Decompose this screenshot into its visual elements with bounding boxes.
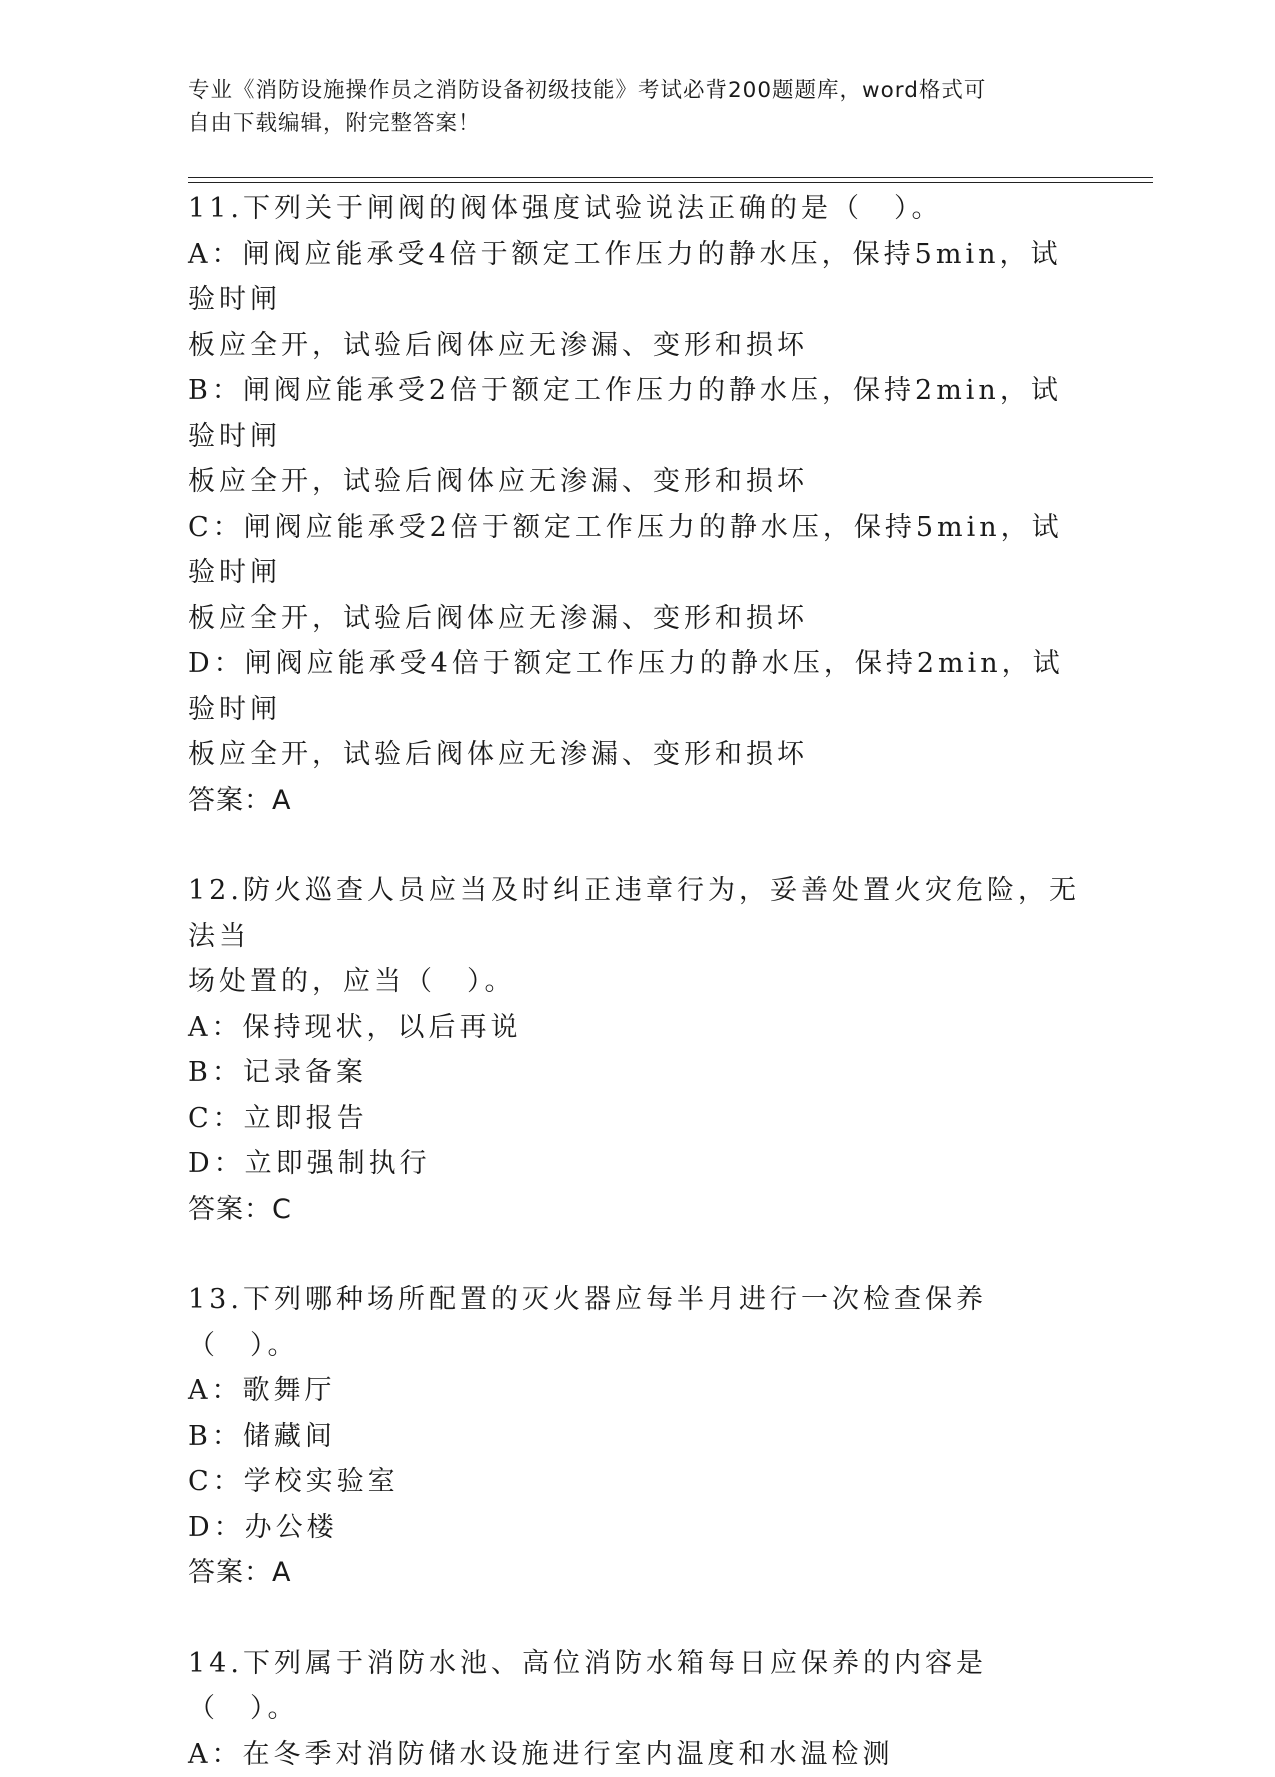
question-12-option-a: A：保持现状，以后再说	[188, 1005, 1088, 1051]
question-13-option-b: B：储藏间	[188, 1414, 1088, 1460]
question-13-stem: 13.下列哪种场所配置的灭火器应每半月进行一次检查保养（ ）。	[188, 1277, 1088, 1368]
header-rule-bottom	[188, 182, 1153, 183]
question-13-option-a: A：歌舞厅	[188, 1368, 1088, 1414]
question-12-option-b: B：记录备案	[188, 1050, 1088, 1096]
document-header	[188, 74, 1088, 140]
question-13	[188, 1277, 1088, 1596]
question-11-option-b-line-2: 板应全开，试验后阀体应无渗漏、变形和损坏	[188, 459, 1088, 505]
question-11-option-a-line-2: 板应全开，试验后阀体应无渗漏、变形和损坏	[188, 323, 1088, 369]
question-11-answer: 答案：A	[188, 778, 1088, 824]
question-11-option-a-line-1: A：闸阀应能承受4倍于额定工作压力的静水压，保持5min，试验时闸	[188, 232, 1088, 323]
question-14-stem: 14.下列属于消防水池、高位消防水箱每日应保养的内容是（ ）。	[188, 1641, 1088, 1732]
header-rule-top	[188, 177, 1153, 178]
question-list	[188, 186, 1088, 1777]
question-12-answer: 答案：C	[188, 1187, 1088, 1233]
question-13-option-d: D：办公楼	[188, 1505, 1088, 1551]
question-13-option-c: C：学校实验室	[188, 1459, 1088, 1505]
question-11-option-c-line-2: 板应全开，试验后阀体应无渗漏、变形和损坏	[188, 596, 1088, 642]
question-12-stem-line-2: 场处置的，应当（ ）。	[188, 959, 1088, 1005]
question-11-option-c-line-1: C：闸阀应能承受2倍于额定工作压力的静水压，保持5min，试验时闸	[188, 505, 1088, 596]
question-14	[188, 1641, 1088, 1777]
question-13-answer: 答案：A	[188, 1550, 1088, 1596]
question-12-option-d: D：立即强制执行	[188, 1141, 1088, 1187]
question-14-option-a: A：在冬季对消防储水设施进行室内温度和水温检测	[188, 1732, 1088, 1777]
question-11	[188, 186, 1088, 823]
question-12	[188, 868, 1088, 1232]
question-11-option-d-line-2: 板应全开，试验后阀体应无渗漏、变形和损坏	[188, 732, 1088, 778]
question-11-option-d-line-1: D：闸阀应能承受4倍于额定工作压力的静水压，保持2min，试验时闸	[188, 641, 1088, 732]
question-11-stem: 11.下列关于闸阀的阀体强度试验说法正确的是（ ）。	[188, 186, 1088, 232]
header-line-1: 专业《消防设施操作员之消防设备初级技能》考试必背200题题库，word格式可	[188, 74, 1088, 107]
question-12-stem-line-1: 12.防火巡查人员应当及时纠正违章行为，妥善处置火灾危险，无法当	[188, 868, 1088, 959]
header-line-2: 自由下载编辑，附完整答案！	[188, 107, 1088, 140]
question-12-option-c: C：立即报告	[188, 1096, 1088, 1142]
question-11-option-b-line-1: B：闸阀应能承受2倍于额定工作压力的静水压，保持2min，试验时闸	[188, 368, 1088, 459]
